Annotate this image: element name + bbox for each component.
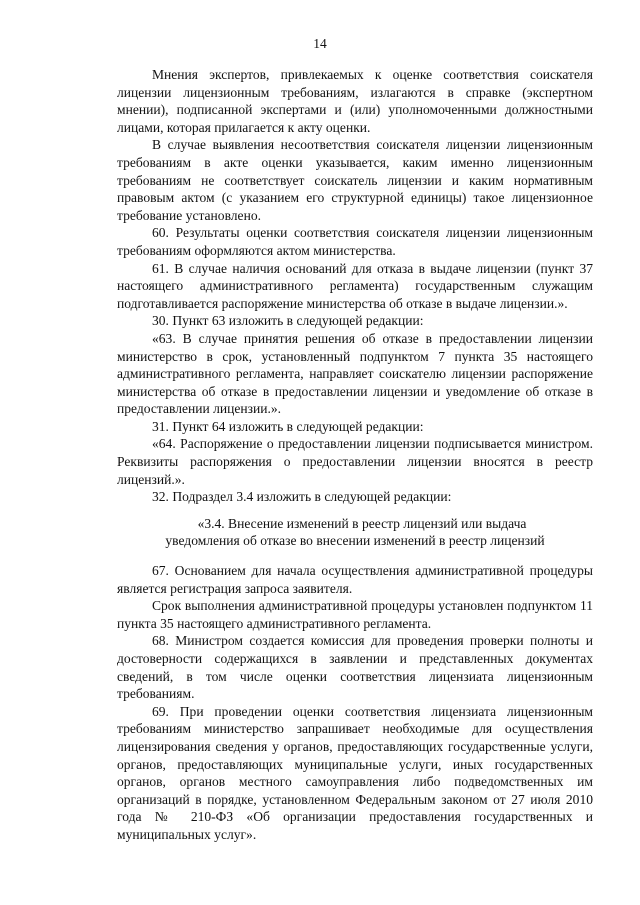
paragraph-32: 32. Подраздел 3.4 изложить в следующей редакции: — [152, 489, 452, 505]
paragraph-63: «63. В случае принятия решения об отказе в предоставлении лицензии министерство в срок, установленный подпунктом 7 пункта 35 настоящего административного регламента, направляет соискателю лицензии распоряжение министерства об отказе в предоставлении лицензии и уведомление об отказе в предоставлении лицензии.». — [117, 330, 593, 417]
paragraph-nonconformity: В случае выявления несоответствия соискателя лицензии лицензионным требованиям в акте оценки указывается, каким именно лицензионным требованиям не соответствует соискатель лицензии и каким нормативным правовым актом (с указанием его структурной единицы) такое лицензионное требование установлено. — [117, 137, 593, 223]
paragraph-64: «64. Распоряжение о предоставлении лицензии подписывается министром. Реквизиты распоряжения о предоставлении лицензии вносятся в реестр лицензий.». — [117, 436, 593, 487]
section-heading-line-2: уведомления об отказе во внесении изменений в реестр лицензий — [165, 533, 545, 549]
paragraph-30: 30. Пункт 63 изложить в следующей редакции: — [152, 313, 424, 329]
paragraph-expert-opinions: Мнения экспертов, привлекаемых к оценке соответствия соискателя лицензии лицензионным требованиям, излагаются в справке (экспертном мнении), подписанной экспертами и (или) уполномоченными должностными лицами, которая прилагается к акту оценки. — [117, 67, 593, 135]
paragraph-69: 69. При проведении оценки соответствия лицензиата лицензионным требованиям министерство запрашивает необходимые для осуществления лицензирования сведения у органов, предоставляющих государственные услуги, органов, предоставляющих муниципальные услуги, иных государственных органов, органов местного самоуправления либо подведомственных им организаций в порядке, установленном Федеральным законом от 27 июля 2010 года № 210-ФЗ «Об организации предоставления государственных и муниципальных услуг». — [117, 703, 593, 842]
section-heading-line-1: «3.4. Внесение изменений в реестр лицензий или выдача — [197, 515, 527, 531]
section-heading-3-4 — [117, 515, 593, 550]
paragraph-61: 61. В случае наличия оснований для отказа в выдаче лицензии (пункт 37 настоящего административного регламента) государственным служащим подготавливается распоряжение министерства об отказе в выдаче лицензии.». — [117, 260, 593, 311]
paragraph-67: 67. Основанием для начала осуществления административной процедуры является регистрация запроса заявителя. — [117, 563, 593, 596]
page-number: 14 — [313, 36, 327, 51]
paragraph-60: 60. Результаты оценки соответствия соискателя лицензии лицензионным требованиям оформляются актом министерства. — [117, 225, 593, 258]
paragraph-68: 68. Министром создается комиссия для проведения проверки полноты и достоверности содержащихся в заявлении и представленных документах сведений, в том числе оценки соответствия лицензиата лицензионным требованиям. — [117, 633, 593, 702]
paragraph-31: 31. Пункт 64 изложить в следующей редакции: — [152, 418, 424, 434]
document-body — [117, 66, 593, 844]
paragraph-deadline: Срок выполнения административной процедуры установлен подпунктом 11 пункта 35 настоящего административного регламента. — [117, 598, 593, 631]
